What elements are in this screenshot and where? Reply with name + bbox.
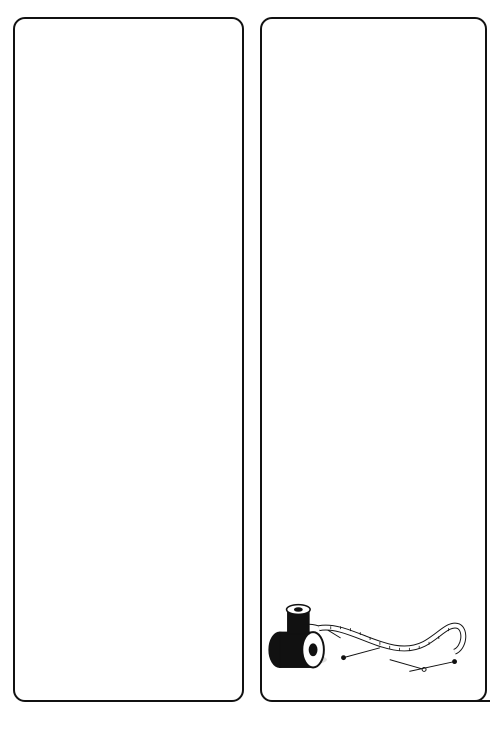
thread-spool-tape-measure-pins-illustration: [269, 605, 463, 672]
footer-rule: [300, 700, 450, 702]
contents-panel: [13, 17, 244, 702]
ruled-notes-area: [262, 19, 485, 700]
footer-rule-end: [470, 700, 490, 702]
notes-panel: [260, 17, 487, 702]
